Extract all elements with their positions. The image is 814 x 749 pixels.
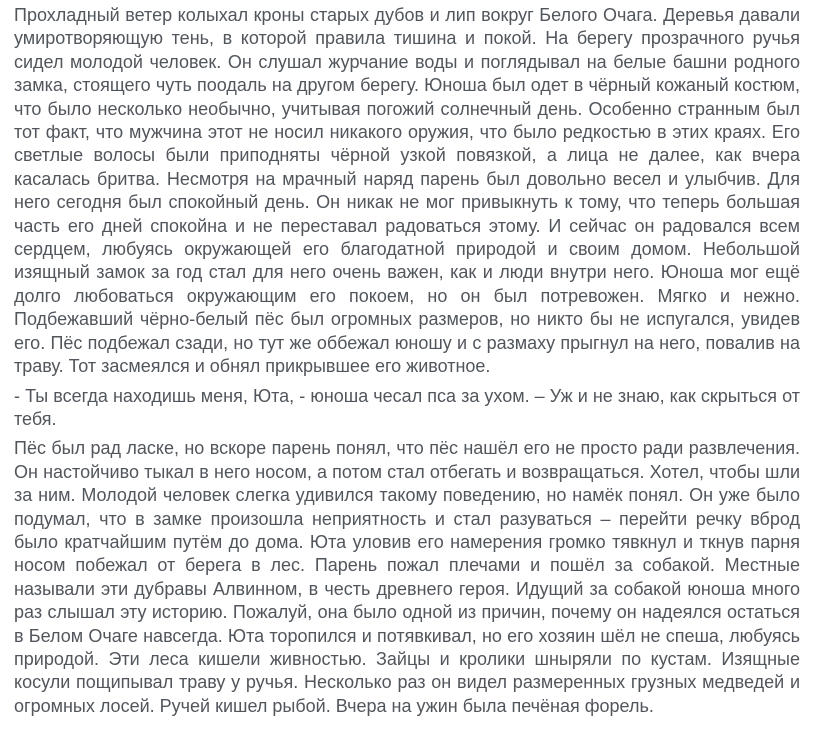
story-paragraph-1: Прохладный ветер колыхал кроны старых дубов и лип вокруг Белого Очага. Деревья давали умиротворяющую тень, в которой правила тишина и покой. На берегу прозрачного ручья сидел молодой человек. Он слушал журчание воды и поглядывал на белые башни родного замка, стоящего чуть поодаль на другом берегу. Юноша был одет в чёрный кожаный костюм, что было несколько необычно, учитывая погожий солнечный день. Особенно странным был тот факт, что мужчина этот не носил никакого оружия, что было редкостью в этих краях. Его светлые волосы были приподняты чёрной узкой повязкой, а лица не далее, как вчера касалась бритва. Несмотря на мрачный наряд парень был довольно весел и улыбчив. Для него сегодня был спокойный день. Он никак не мог привыкнуть к тому, что теперь большая часть его дней спокойна и не переставал радоваться этому. И сейчас он радовался всем сердцем, любуясь окружающей его благодатной природой и своим домом. Небольшой изящный замок за год стал для него очень важен, как и люди внутри него. Юноша мог ещё долго любоваться окружающим его покоем, но он был потревожен. Мягко и нежно. Подбежавший чёрно-белый пёс был огромных размеров, но никто бы не испугался, увидев его. Пёс подбежал сзади, но тут же оббежал юношу и с размаху прыгнул на него, повалив на траву. Тот засмеялся и обнял прикрывшее его животное. (14, 5, 800, 377)
story-paragraph-2: Пёс был рад ласке, но вскоре парень понял, что пёс нашёл его не просто ради развлечения. Он настойчиво тыкал в него носом, а потом стал отбегать и возвращаться. Хотел, чтобы шли за ним. Молодой человек слегка удивился такому поведению, но намёк понял. Он уже было подумал, что в замке произошла неприятность и стал разуваться – перейти речку вброд было кратчайшим путём до дома. Юта уловив его намерения громко тявкнул и ткнув парня носом побежал от берега в лес. Парень пожал плечами и пошёл за собакой. Местные называли эти дубравы Алвинном, в честь древнего героя. Идущий за собакой юноша много раз слышал эту историю. Пожалуй, она было одной из причин, почему он надеялся остаться в Белом Очаге навсегда. Юта торопился и потявкивал, но его хозяин шёл не спеша, любуясь природой. Эти леса кишели живностью. Зайцы и кролики шныряли по кустам. Изящные косули пощипывал траву у ручья. Несколько раз он видел размеренных грузных медведей и огромных лосей. Ручей кишел рыбой. Вчера на ужин была печёная форель. (14, 438, 800, 716)
story-paragraph-dialogue: - Ты всегда находишь меня, Юта, - юноша чесал пса за ухом. – Уж и не знаю, как скрыться от тебя. (14, 385, 800, 429)
